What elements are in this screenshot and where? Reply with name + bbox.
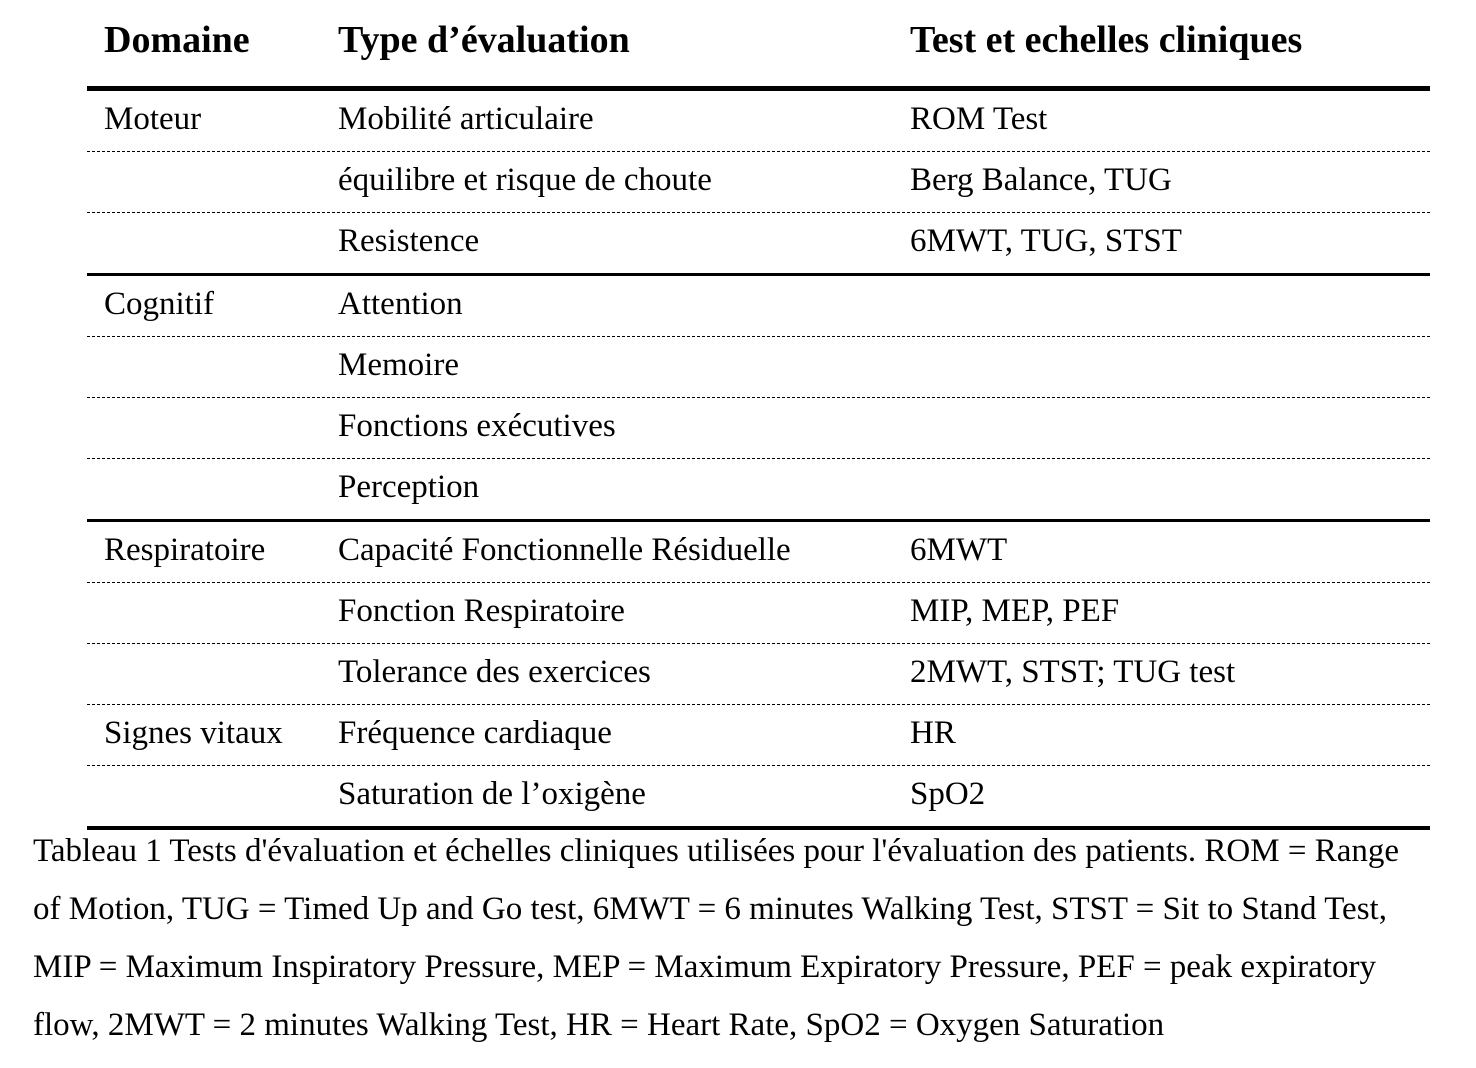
cell-type: Perception	[338, 469, 480, 505]
cell-tests: MIP, MEP, PEF	[910, 593, 1120, 629]
cell-tests: Berg Balance, TUG	[910, 162, 1172, 198]
table-row	[87, 583, 1430, 643]
cell-type: équilibre et risque de choute	[338, 162, 712, 198]
table-row	[87, 705, 1430, 765]
table-caption	[33, 822, 1453, 1054]
cell-tests: ROM Test	[910, 101, 1048, 137]
cell-tests: HR	[910, 715, 956, 751]
table-row	[87, 152, 1430, 212]
caption-line: of Motion, TUG = Timed Up and Go test, 6MWT = 6 minutes Walking Test, STST = Sit to Stand Test,	[33, 891, 1387, 927]
caption-line: MIP = Maximum Inspiratory Pressure, MEP = Maximum Expiratory Pressure, PEF = peak expiratory	[33, 949, 1376, 985]
cell-domain: Respiratoire	[104, 532, 266, 568]
cell-type: Tolerance des exercices	[338, 654, 651, 690]
cell-type: Mobilité articulaire	[338, 101, 594, 137]
evaluation-table	[87, 0, 1430, 830]
cell-tests: 6MWT, TUG, STST	[910, 223, 1182, 259]
table-row	[87, 522, 1430, 582]
cell-type: Fonctions exécutives	[338, 408, 616, 444]
table-header-row	[87, 0, 1430, 91]
header-type: Type d’évaluation	[338, 19, 630, 61]
cell-type: Attention	[338, 286, 463, 322]
table-row	[87, 398, 1430, 458]
table-row	[87, 459, 1430, 519]
table-row	[87, 337, 1430, 397]
cell-type: Capacité Fonctionnelle Résiduelle	[338, 532, 791, 568]
cell-type: Fonction Respiratoire	[338, 593, 625, 629]
cell-domain: Moteur	[104, 101, 202, 137]
cell-type: Saturation de l’oxigène	[338, 776, 646, 812]
cell-domain: Signes vitaux	[104, 715, 283, 751]
header-domain: Domaine	[104, 19, 250, 61]
cell-type: Fréquence cardiaque	[338, 715, 612, 751]
cell-tests: SpO2	[910, 776, 986, 812]
table-row	[87, 213, 1430, 273]
caption-line: Tableau 1 Tests d'évaluation et échelles cliniques utilisées pour l'évaluation des patients. ROM = Range	[33, 833, 1400, 869]
table-row	[87, 91, 1430, 151]
caption-line: flow, 2MWT = 2 minutes Walking Test, HR = Heart Rate, SpO2 = Oxygen Saturation	[33, 1007, 1165, 1043]
cell-domain: Cognitif	[104, 286, 215, 322]
header-tests: Test et echelles cliniques	[910, 19, 1303, 61]
cell-tests: 6MWT	[910, 532, 1008, 568]
table-row	[87, 644, 1430, 704]
cell-tests: 2MWT, STST; TUG test	[910, 654, 1236, 690]
table-row	[87, 766, 1430, 826]
cell-type: Memoire	[338, 347, 459, 383]
cell-type: Resistence	[338, 223, 480, 259]
table-row	[87, 276, 1430, 336]
